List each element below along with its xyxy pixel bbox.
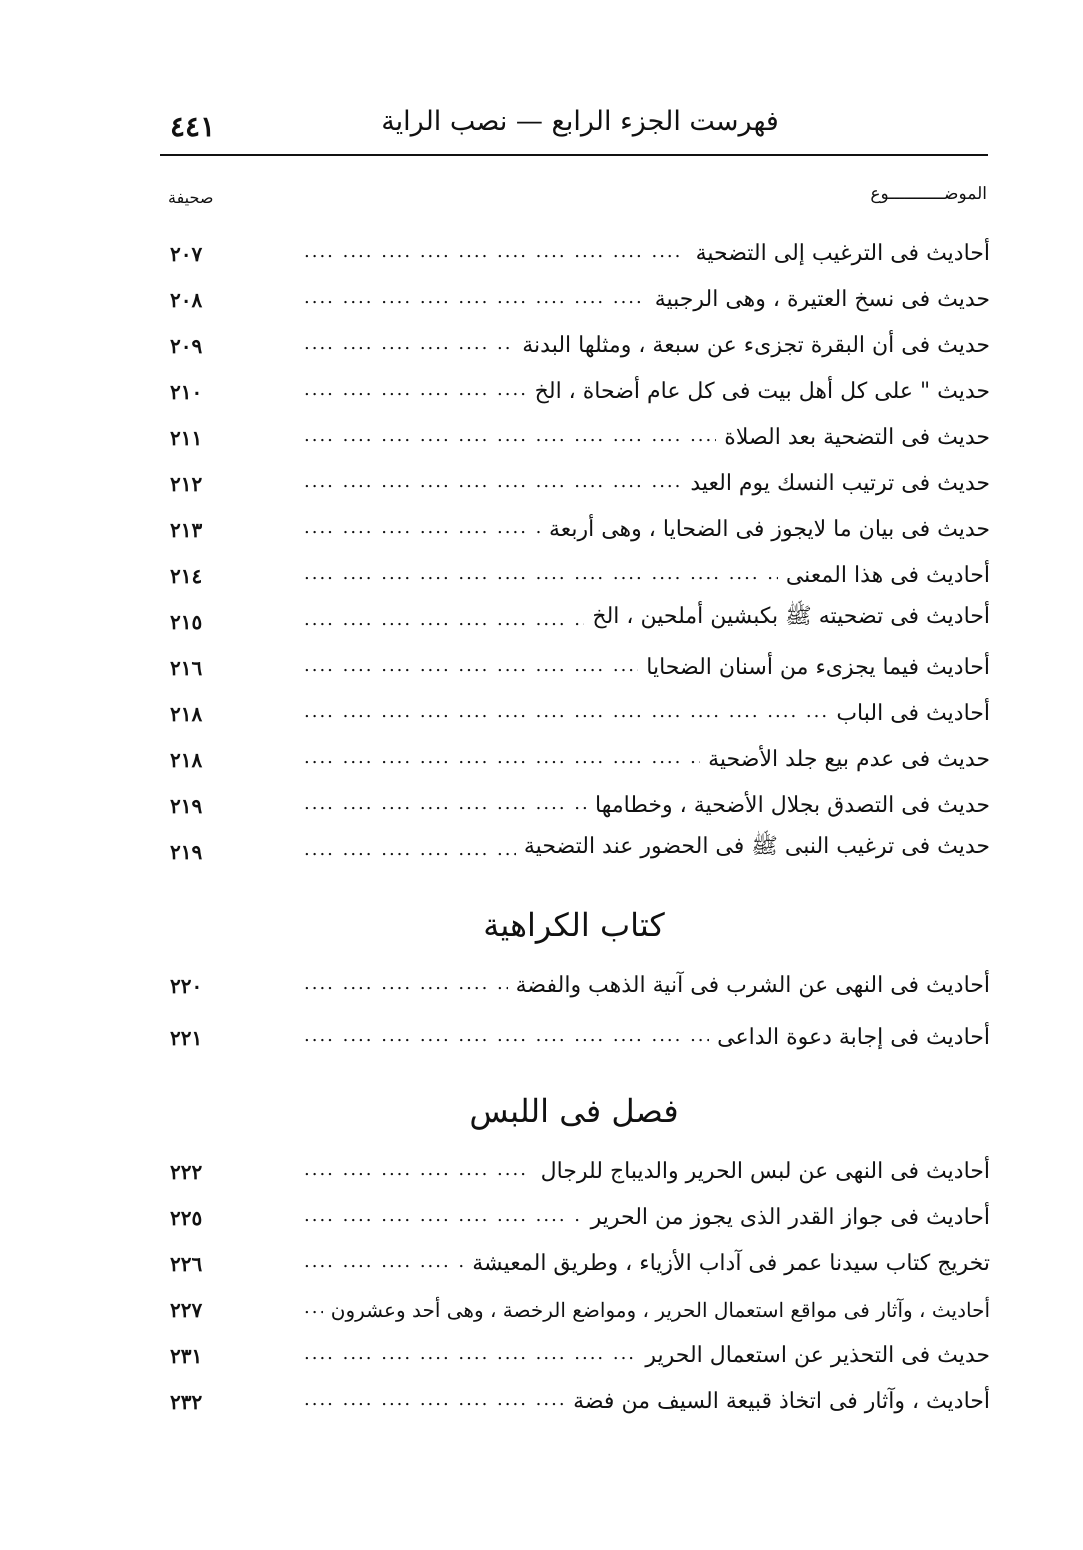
toc-entry-title: حديث فى التصدق بجلال الأضحية ، وخطامها xyxy=(595,793,990,818)
toc-entry-page: ٢١٤ xyxy=(170,564,203,588)
toc-entry xyxy=(160,1194,990,1230)
toc-entry-title: أحاديث فى الترغيب إلى التضحية xyxy=(695,241,990,266)
toc-entry-title: حديث فى ترتيب النسك يوم العيد xyxy=(690,471,990,496)
leader-dots xyxy=(304,1389,565,1414)
toc-entry xyxy=(160,828,990,864)
leader-dots xyxy=(304,379,527,404)
toc-entry xyxy=(160,1332,990,1368)
toc-entry-page: ٢٣٢ xyxy=(170,1390,203,1414)
toc-entry xyxy=(160,1286,990,1322)
toc-entry-title: تخريج كتاب سيدنا عمر فى آداب الأزياء ، وطريق المعيشة xyxy=(472,1251,990,1276)
toc-entry-page: ٢١٦ xyxy=(170,656,203,680)
leader-dots xyxy=(304,563,778,588)
toc-entry xyxy=(160,506,990,542)
toc-entry xyxy=(160,276,990,312)
toc-entry xyxy=(160,962,990,998)
toc-entry-title: أحاديث فى جواز القدر الذى يجوز من الحرير xyxy=(590,1205,990,1230)
leader-dots xyxy=(304,1159,533,1184)
leader-dots xyxy=(304,1297,323,1322)
toc-entry xyxy=(160,230,990,266)
toc-entry-page: ٢١٠ xyxy=(170,380,203,404)
toc-entry xyxy=(160,736,990,772)
leader-dots xyxy=(304,1205,583,1230)
toc-entry xyxy=(160,322,990,358)
leader-dots xyxy=(304,747,700,772)
toc-entry xyxy=(160,1148,990,1184)
leader-dots xyxy=(304,287,647,312)
toc-entry-page: ٢١٥ xyxy=(170,610,203,634)
header-divider xyxy=(160,154,988,156)
toc-entry-title: أحاديث فيما يجزىء من أسنان الضحايا xyxy=(646,655,990,680)
leader-dots xyxy=(304,333,514,358)
toc-entry-title: أحاديث فى النهى عن لبس الحرير والديباج للرجال xyxy=(540,1159,990,1184)
toc-entry-page: ٢٠٧ xyxy=(170,242,203,266)
toc-entry-title: حديث فى نسخ العتيرة ، وهى الرجبية xyxy=(654,287,990,312)
section-heading-karahiya: كتاب الكراهية xyxy=(483,906,665,944)
toc-entry-title: أحاديث فى تضحيته ﷺ بكبشين أملحين ، الخ xyxy=(592,604,990,629)
toc-entry-title: أحاديث فى إجابة دعوة الداعى xyxy=(717,1025,990,1050)
toc-entry-page: ٢١١ xyxy=(170,426,203,450)
toc-entry-page: ٢٢٢ xyxy=(170,1160,203,1184)
leader-dots xyxy=(304,1025,709,1050)
toc-entry-page: ٢٣١ xyxy=(170,1344,203,1368)
toc-entry-page: ٢٢٦ xyxy=(170,1252,203,1276)
leader-dots xyxy=(304,241,688,266)
section-heading-libs: فصل فى اللبس xyxy=(469,1092,679,1130)
toc-entry xyxy=(160,368,990,404)
toc-entry xyxy=(160,414,990,450)
toc-entry-title: أحاديث فى هذا المعنى xyxy=(785,563,990,588)
toc-entry-page: ٢٢٥ xyxy=(170,1206,203,1230)
toc-entry-page: ٢٢٠ xyxy=(170,974,203,998)
toc-entry xyxy=(160,644,990,680)
toc-entry-page: ٢١٨ xyxy=(170,748,203,772)
toc-entry-page: ٢٠٩ xyxy=(170,334,203,358)
leader-dots xyxy=(304,701,828,726)
leader-dots xyxy=(304,1251,464,1276)
toc-entry-page: ٢٠٨ xyxy=(170,288,203,312)
toc-entry-page: ٢٢٧ xyxy=(170,1298,203,1322)
toc-entry-title: أحاديث ، وآثار فى اتخاذ قبيعة السيف من فضة xyxy=(573,1389,990,1414)
leader-dots xyxy=(304,517,541,542)
toc-entry-title: أحاديث ، وآثار فى مواقع استعمال الحرير ، ومواضع الرخصة ، وهى أحد وعشرون xyxy=(330,1298,990,1322)
toc-entry-page: ٢١٣ xyxy=(170,518,203,542)
toc-entry xyxy=(160,782,990,818)
toc-entry-page: ٢٢١ xyxy=(170,1026,203,1050)
toc-entry xyxy=(160,1378,990,1414)
page-header-title: فهرست الجزء الرابع — نصب الراية xyxy=(381,106,779,137)
toc-entry-title: حديث فى بيان ما لايجوز فى الضحايا ، وهى أربعة xyxy=(548,517,990,542)
toc-entry xyxy=(160,552,990,588)
toc-entry-title: حديث فى أن البقرة تجزىء عن سبعة ، ومثلها البدنة xyxy=(522,333,990,358)
toc-entry-title: أحاديث فى النهى عن الشرب فى آنية الذهب والفضة xyxy=(515,973,990,998)
toc-entry xyxy=(160,460,990,496)
toc-entry-title: حديث فى ترغيب النبى ﷺ فى الحضور عند التضحية xyxy=(523,834,990,859)
toc-entry-page: ٢١٨ xyxy=(170,702,203,726)
leader-dots xyxy=(304,839,516,864)
leader-dots xyxy=(304,655,638,680)
leader-dots xyxy=(304,471,682,496)
leader-dots xyxy=(304,793,587,818)
column-heading-topic: الموضـــــــــــوع xyxy=(870,184,987,204)
toc-entry xyxy=(160,690,990,726)
page-number: ٤٤١ xyxy=(170,110,216,143)
toc-entry-title: أحاديث فى الباب xyxy=(836,701,990,726)
leader-dots xyxy=(304,1343,637,1368)
leader-dots xyxy=(304,425,716,450)
toc-entry xyxy=(160,1014,990,1050)
column-heading-page: صحيفة xyxy=(168,188,214,207)
toc-entry-page: ٢١٢ xyxy=(170,472,203,496)
leader-dots xyxy=(304,973,508,998)
toc-entry-title: حديث فى التضحية بعد الصلاة xyxy=(724,425,990,450)
toc-entry-page: ٢١٩ xyxy=(170,794,203,818)
toc-entry xyxy=(160,598,990,634)
leader-dots xyxy=(304,609,584,634)
toc-entry-title: حديث فى التحذير عن استعمال الحرير xyxy=(645,1343,990,1368)
toc-entry-title: حديث فى عدم بيع جلد الأضحية xyxy=(708,747,990,772)
toc-entry-page: ٢١٩ xyxy=(170,840,203,864)
toc-entry-title: حديث " على كل أهل بيت فى كل عام أضحاة ، الخ xyxy=(534,379,990,404)
toc-entry xyxy=(160,1240,990,1276)
